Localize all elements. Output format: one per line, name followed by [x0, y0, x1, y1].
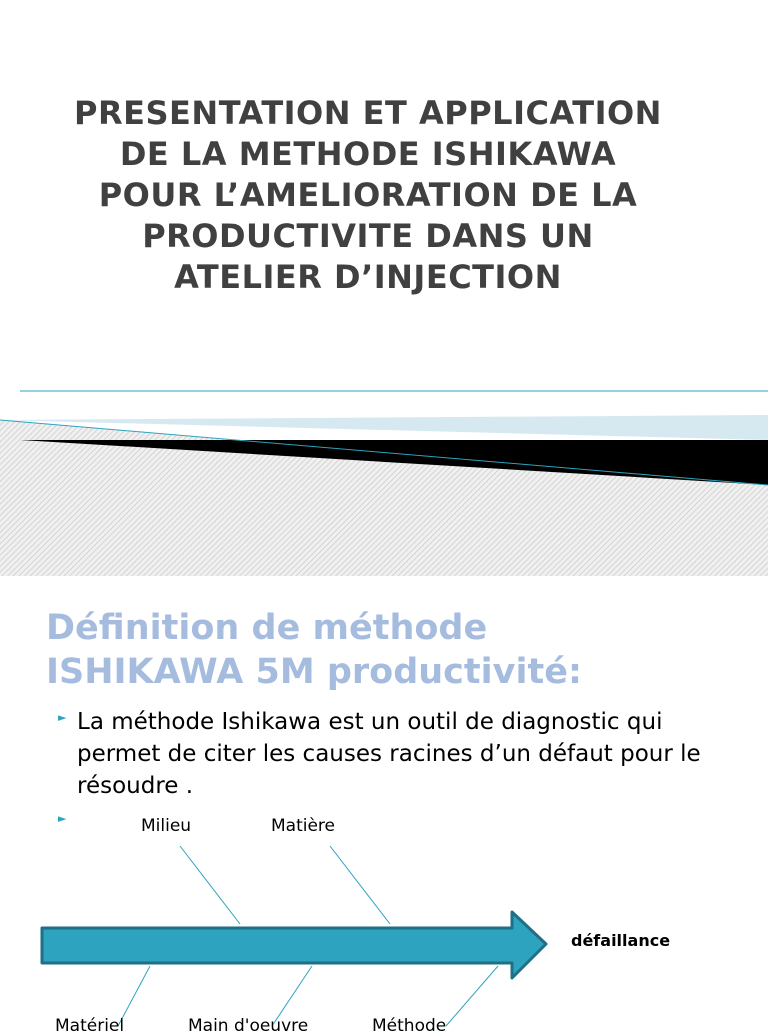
cause-label-matiere: Matière: [271, 816, 336, 836]
cause-label-milieu: Milieu: [141, 816, 192, 836]
effect-label: défaillance: [571, 931, 671, 950]
ishikawa-diagram: [0, 806, 768, 1024]
bullet-arrow-icon: ►: [58, 711, 67, 724]
cause-label-materiel: Matériel: [55, 1016, 125, 1036]
content-slide: [0, 576, 768, 1036]
decorative-band: [0, 385, 768, 576]
main-arrow: [42, 912, 546, 978]
bullet-text-1: La méthode Ishikawa est un outil de diagnostic qui permet de citer les causes racines d’un défaut pour le résoudre .: [77, 709, 701, 799]
cause-label-methode: Méthode: [372, 1016, 447, 1036]
cause-line-matiere: [330, 846, 390, 924]
section-heading: Définition de méthode ISHIKAWA 5M productivité:: [46, 608, 582, 692]
cause-line-methode: [446, 966, 498, 1026]
cause-label-main-oeuvre: Main d'oeuvre: [188, 1016, 309, 1036]
slide-title: PRESENTATION ET APPLICATION DE LA METHODE ISHIKAWA POUR L’AMELIORATION DE LA PRODUCTIVITE DANS UN ATELIER D’INJECTION: [74, 94, 662, 296]
cause-line-milieu: [180, 846, 240, 924]
bullet-arrow-icon: ►: [58, 812, 67, 825]
